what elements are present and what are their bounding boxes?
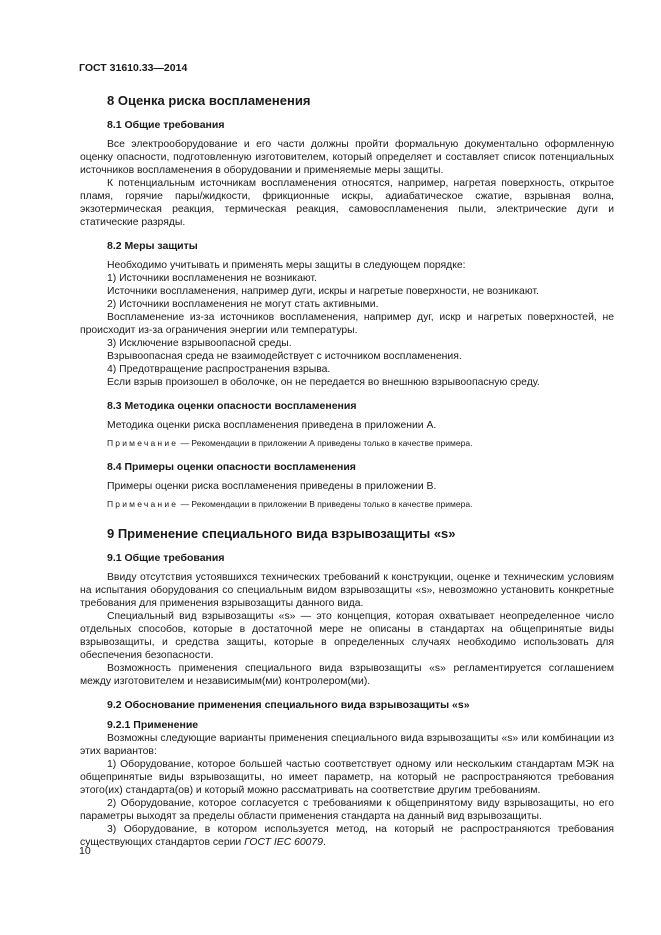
section-8-3-note [107,437,614,450]
section-8-1-title: 8.1 Общие требования [107,119,225,131]
document-header: ГОСТ 31610.33—2014 [79,62,188,74]
section-9-2-1-paragraph-4 [80,823,614,849]
section-9-2-1-title: 9.2.1 Применение [107,719,199,731]
section-9-1-title: 9.1 Общие требования [107,552,225,564]
note-label: Примечание [107,438,179,448]
section-9-1-paragraph-2: Специальный вид взрывозащиты «s» — это концепция, которая охватывает неопределенное число отдельных способов, которые в достаточной мере не описаны в стандартах на общепринятые виды взрывозащиты, и средства защиты, которые в определенных случаях необходимо использовать для обеспечения безопасности. [80,611,614,661]
section-9-2-1-paragraph-3: 2) Оборудование, которое согласуется с требованиями к общепринятому виду взрывозащиты, но его параметры выходят за пределы области применения стандарта на данный вид взрывозащиты. [80,798,614,822]
section-8-2-title: 8.2 Меры защиты [107,240,198,252]
section-8-3-title: 8.3 Методика оценки опасности воспламенения [107,400,357,412]
section-8-2-line: Воспламенение из-за источников воспламенения, например дуг, искр и нагретых поверхностей, не происходит из-за ограничения энергии или температуры. [80,312,614,336]
section-8-1-paragraph-1: Все электрооборудование и его части должны пройти формальную документально оформленную оценку опасности, подготовленную изготовителем, который определяет и составляет список потенциальных источников воспламенения в оборудовании и применяемые меры защиты. [80,139,614,176]
page-number: 10 [79,845,91,857]
section-9-2-1-paragraph-1: Возможны следующие варианты применения специального вида взрывозащиты «s» или комбинации из этих вариантов: [80,733,614,757]
note-label: Примечание [107,499,179,509]
section-8-4-title: 8.4 Примеры оценки опасности воспламенения [107,461,356,473]
section-8-title: 8 Оценка риска воспламенения [107,93,311,108]
page-content [80,92,614,849]
section-8-2-line: Источники воспламенения, например дуги, искры и нагретые поверхности, не возникают. [107,286,539,297]
section-8-2-line: Взрывоопасная среда не взаимодействует с источником воспламенения. [107,351,462,362]
section-8-2-line: 3) Исключение взрывоопасной среды. [107,338,292,349]
section-8-4-paragraph: Примеры оценки риска воспламенения приведены в приложении В. [107,481,437,492]
section-8-4-note [107,498,614,511]
section-8-1-paragraph-2: К потенциальным источникам воспламенения относятся, например, нагретая поверхность, открытое пламя, горячие пары/жидкости, фрикционные искры, адиабатическое сжатие, взрывная волна, экзотермическая реакция, термическая реакция, самовоспламенения пыли, электрические дуги и статические разряды. [80,178,614,228]
section-9-1-paragraph-1: Ввиду отсутствия устоявшихся технических требований к конструкции, оценке и техническим условиям на испытания оборудования со специальным видом взрывозащиты «s», невозможно установить конкретные требования для применения взрывозащиты данного вида. [80,572,614,609]
section-8-2-line: 4) Предотвращение распространения взрыва. [107,364,331,375]
note-text: — Рекомендации в приложении А приведены только в качестве примера. [178,438,473,448]
paragraph-text: 3) Оборудование, в котором используется метод, на который не распространяются требования существующих стандартов серии [80,824,614,848]
section-8-2-line: 1) Источники воспламенения не возникают. [107,273,317,284]
standard-reference: ГОСТ IEC 60079 [244,837,323,848]
section-9-2-title: 9.2 Обоснование применения специального вида взрывозащиты «s» [107,699,470,711]
note-text: — Рекомендации в приложении В приведены только в качестве примера. [178,499,473,509]
paragraph-end: . [322,837,326,848]
section-9-2-1-paragraph-2: 1) Оборудование, которое большей частью соответствует одному или нескольким стандартам МЭК на общепринятые виды взрывозащиты, но имеет параметр, на который не распространяются требования этого(их) стандарта(ов) и который можно рассматривать на соответствие другим требованиям. [80,759,614,796]
section-8-3-paragraph: Методика оценки риска воспламенения приведена в приложении А. [107,420,437,431]
section-8-2-line: Если взрыв произошел в оболочке, он не передается во внешнюю взрывоопасную среду. [107,377,540,388]
section-9-1-paragraph-3: Возможность применения специального вида взрывозащиты «s» регламентируется соглашением между изготовителем и независимым(ми) контролером(ми). [80,663,614,687]
section-8-2-line: 2) Источники воспламенения не могут стать активными. [107,299,379,310]
section-9-title: 9 Применение специального вида взрывозащиты «s» [107,526,456,541]
section-8-2-line: Необходимо учитывать и применять меры защиты в следующем порядке: [107,260,466,271]
